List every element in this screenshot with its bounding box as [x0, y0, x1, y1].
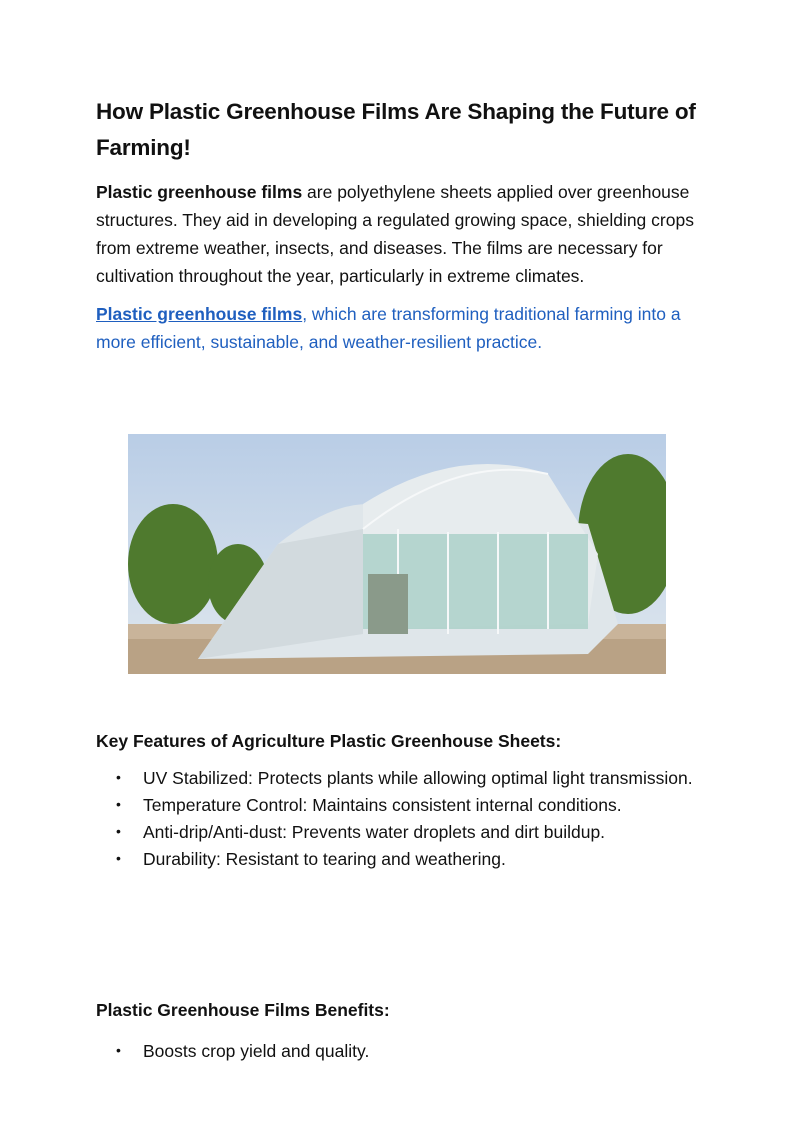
list-item: • Temperature Control: Maintains consistent internal conditions.	[96, 792, 696, 819]
features-heading: Key Features of Agriculture Plastic Greenhouse Sheets:	[96, 731, 562, 751]
intro-paragraph: Plastic greenhouse films are polyethylene sheets applied over greenhouse structures. They aid in developing a regulated growing space, shielding crops from extreme weather, insects, and diseases. The films are necessary for cultivation throughout the year, particularly in extreme climates.	[96, 182, 694, 286]
features-list	[96, 765, 696, 873]
benefits-heading: Plastic Greenhouse Films Benefits:	[96, 1000, 390, 1020]
intro-bold: Plastic greenhouse films	[96, 182, 303, 202]
greenhouse-films-link[interactable]: Plastic greenhouse films	[96, 304, 303, 324]
benefits-list	[96, 1038, 696, 1065]
list-item: • Anti-drip/Anti-dust: Prevents water droplets and dirt buildup.	[96, 819, 696, 846]
list-item: • Boosts crop yield and quality.	[96, 1038, 696, 1065]
features-section	[96, 727, 696, 873]
greenhouse-photo	[128, 434, 666, 674]
list-item: • UV Stabilized: Protects plants while allowing optimal light transmission.	[96, 765, 696, 792]
article	[96, 94, 706, 366]
benefits-section	[96, 996, 696, 1065]
page-title: How Plastic Greenhouse Films Are Shaping the Future of Farming!	[96, 99, 696, 160]
list-item: • Durability: Resistant to tearing and weathering.	[96, 846, 696, 873]
link-paragraph: Plastic greenhouse films, which are transforming traditional farming into a more efficient, sustainable, and weather-resilient practice.	[96, 304, 681, 352]
